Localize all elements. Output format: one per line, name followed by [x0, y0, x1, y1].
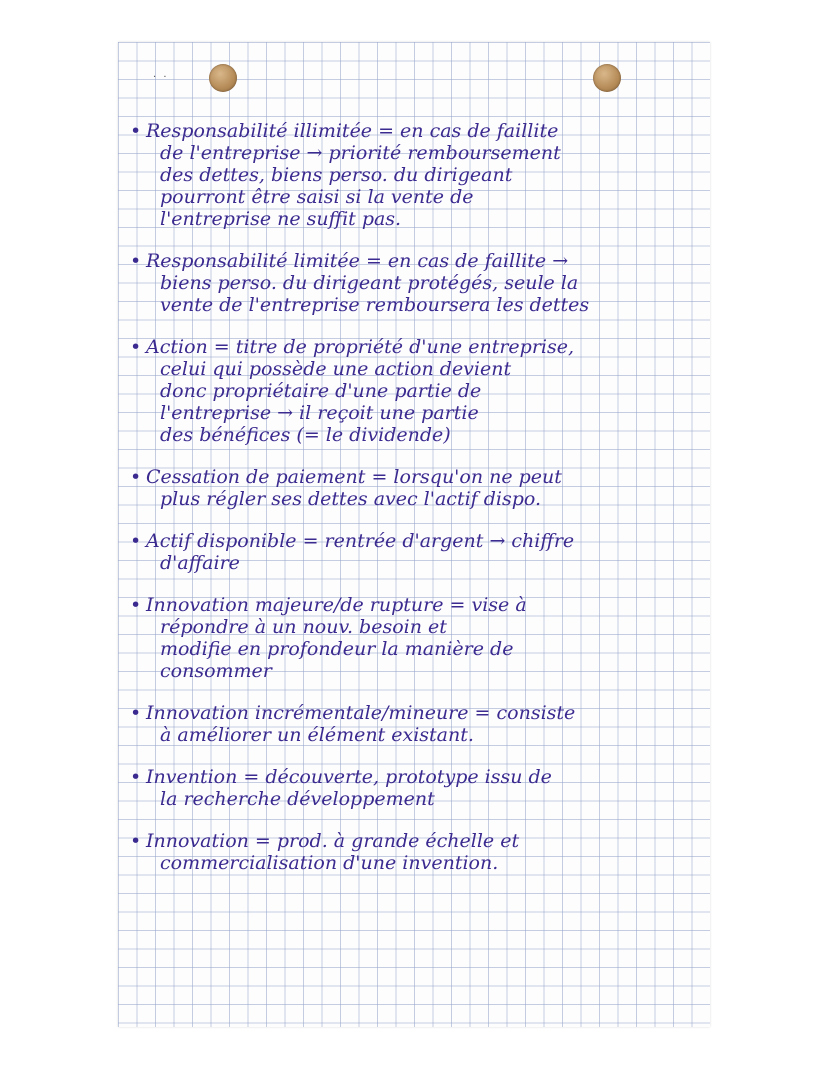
note-line: la recherche développement	[160, 788, 435, 810]
note-responsabilite-illimitee	[118, 120, 710, 230]
pencil-dots: · ·	[153, 72, 169, 83]
binder-hole-left	[209, 64, 237, 92]
note-line: des dettes, biens perso. du dirigeant	[160, 164, 513, 186]
note-line: l'entreprise ne suffit pas.	[160, 208, 402, 230]
handwritten-notes	[118, 120, 710, 894]
bullet-icon: •	[130, 830, 142, 852]
note-line: modifie en profondeur la manière de	[160, 638, 514, 660]
grid-paper-sheet	[118, 42, 710, 1027]
note-line: Actif disponible = rentrée d'argent → chiffre	[146, 530, 575, 552]
bullet-icon: •	[130, 530, 142, 552]
note-line: commercialisation d'une invention.	[160, 852, 499, 874]
note-line: Invention = découverte, prototype issu de	[146, 766, 552, 788]
note-line: pourront être saisi si la vente de	[160, 186, 474, 208]
note-line: Innovation incrémentale/mineure = consiste	[146, 702, 576, 724]
note-action	[118, 336, 710, 446]
bullet-icon: •	[130, 594, 142, 616]
note-line: Innovation = prod. à grande échelle et	[146, 830, 520, 852]
note-line: des bénéfices (= le dividende)	[160, 424, 451, 446]
note-line: d'affaire	[160, 552, 240, 574]
note-cessation-paiement	[118, 466, 710, 510]
note-innovation-majeure	[118, 594, 710, 682]
note-line: donc propriétaire d'une partie de	[160, 380, 482, 402]
note-line: consommer	[160, 660, 272, 682]
note-responsabilite-limitee	[118, 250, 710, 316]
note-line: biens perso. du dirigeant protégés, seule la	[160, 272, 579, 294]
note-invention	[118, 766, 710, 810]
note-line: plus régler ses dettes avec l'actif dispo.	[160, 488, 542, 510]
note-innovation	[118, 830, 710, 874]
bullet-icon: •	[130, 466, 142, 488]
note-line: à améliorer un élément existant.	[160, 724, 474, 746]
bullet-icon: •	[130, 250, 142, 272]
note-line: Cessation de paiement = lorsqu'on ne peut	[146, 466, 562, 488]
note-line: Innovation majeure/de rupture = vise à	[146, 594, 527, 616]
note-line: celui qui possède une action devient	[160, 358, 512, 380]
bullet-icon: •	[130, 120, 142, 142]
note-line: l'entreprise → il reçoit une partie	[160, 402, 479, 424]
binder-hole-right	[593, 64, 621, 92]
note-line: répondre à un nouv. besoin et	[160, 616, 447, 638]
bullet-icon: •	[130, 336, 142, 358]
note-line: Action = titre de propriété d'une entreprise,	[146, 336, 575, 358]
note-line: de l'entreprise → priorité remboursement	[160, 142, 561, 164]
note-line: Responsabilité limitée = en cas de faillite →	[146, 250, 569, 272]
note-actif-disponible	[118, 530, 710, 574]
note-line: Responsabilité illimitée = en cas de faillite	[146, 120, 559, 142]
bullet-icon: •	[130, 702, 142, 724]
bullet-icon: •	[130, 766, 142, 788]
note-innovation-incrementale	[118, 702, 710, 746]
note-line: vente de l'entreprise remboursera les dettes	[160, 294, 590, 316]
